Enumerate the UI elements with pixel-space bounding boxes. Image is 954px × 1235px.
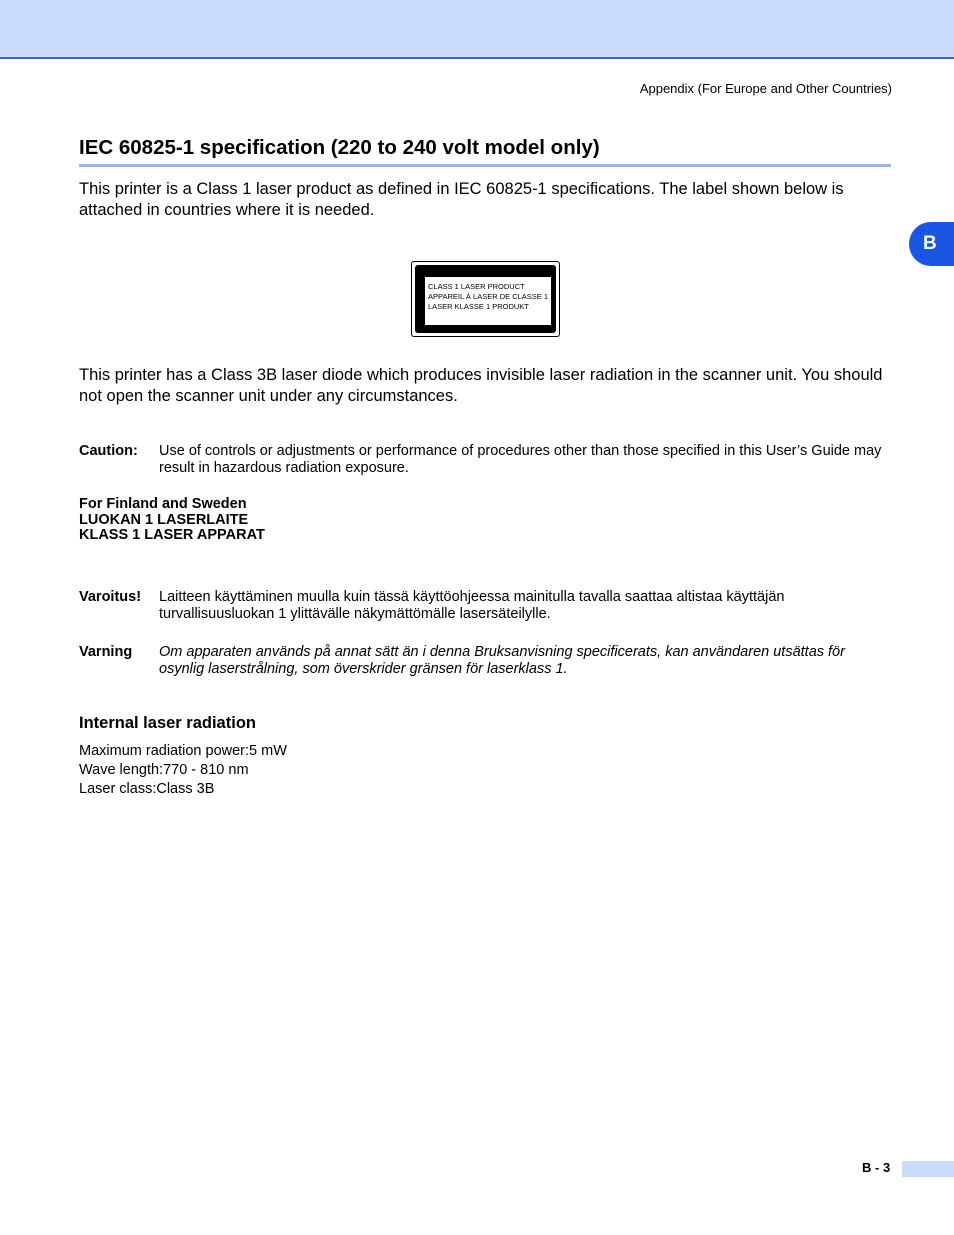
footer-band <box>902 1161 954 1177</box>
spec-item: Laser class:Class 3B <box>79 781 215 797</box>
varning-text: Om apparaten används på annat sätt än i denna Bruksanvisning specificerats, kan användaren utsättas för osynlig laserstrålning, som överskrider gränsen för laserklass 1. <box>159 644 845 677</box>
finland-sweden-heading <box>79 497 265 544</box>
laser-label-line: LASER KLASSE 1 PRODUKT <box>428 302 529 311</box>
laser-label-image <box>411 261 560 337</box>
page-number: B - 3 <box>862 1160 891 1175</box>
finland-sweden-line: For Finland and Sweden <box>79 496 247 512</box>
intro-paragraph: This printer is a Class 1 laser product as defined in IEC 60825-1 specifications. The label shown below is attached in countries where it is needed. <box>79 180 844 219</box>
spec-item: Maximum radiation power:5 mW <box>79 743 287 759</box>
page-title: IEC 60825-1 specification (220 to 240 volt model only) <box>79 136 891 167</box>
varoitus-note <box>79 589 891 623</box>
varning-label: Varning <box>79 644 133 660</box>
diode-paragraph: This printer has a Class 3B laser diode which produces invisible laser radiation in the scanner unit. You should not open the scanner unit under any circumstances. <box>79 366 883 405</box>
laser-label-line: CLASS 1 LASER PRODUCT <box>428 282 525 291</box>
internal-radiation-heading: Internal laser radiation <box>79 714 256 732</box>
radiation-spec-list <box>79 742 287 799</box>
laser-label-line: APPAREIL À LASER DE CLASSE 1 <box>428 292 549 301</box>
caution-label: Caution: <box>79 443 138 459</box>
varoitus-label: Varoitus! <box>79 589 142 605</box>
spec-item: Wave length:770 - 810 nm <box>79 762 249 778</box>
varning-note <box>79 644 891 678</box>
varoitus-text: Laitteen käyttäminen muulla kuin tässä käyttöohjeessa mainitulla tavalla saattaa altistaa käyttäjän turvallisuusluokan 1 ylittävälle näkymättömälle lasersäteilylle. <box>159 589 785 622</box>
chapter-tab[interactable]: B <box>909 222 954 266</box>
laser-label-text-area <box>425 277 551 325</box>
caution-text: Use of controls or adjustments or performance of procedures other than those specified in this User’s Guide may result in hazardous radiation exposure. <box>159 443 882 476</box>
caution-note <box>79 443 891 477</box>
running-header: Appendix (For Europe and Other Countries) <box>639 81 892 96</box>
header-band <box>0 0 954 59</box>
laser-label-border <box>415 265 556 333</box>
finland-sweden-line: KLASS 1 LASER APPARAT <box>79 527 265 543</box>
finland-sweden-line: LUOKAN 1 LASERLAITE <box>79 511 249 528</box>
